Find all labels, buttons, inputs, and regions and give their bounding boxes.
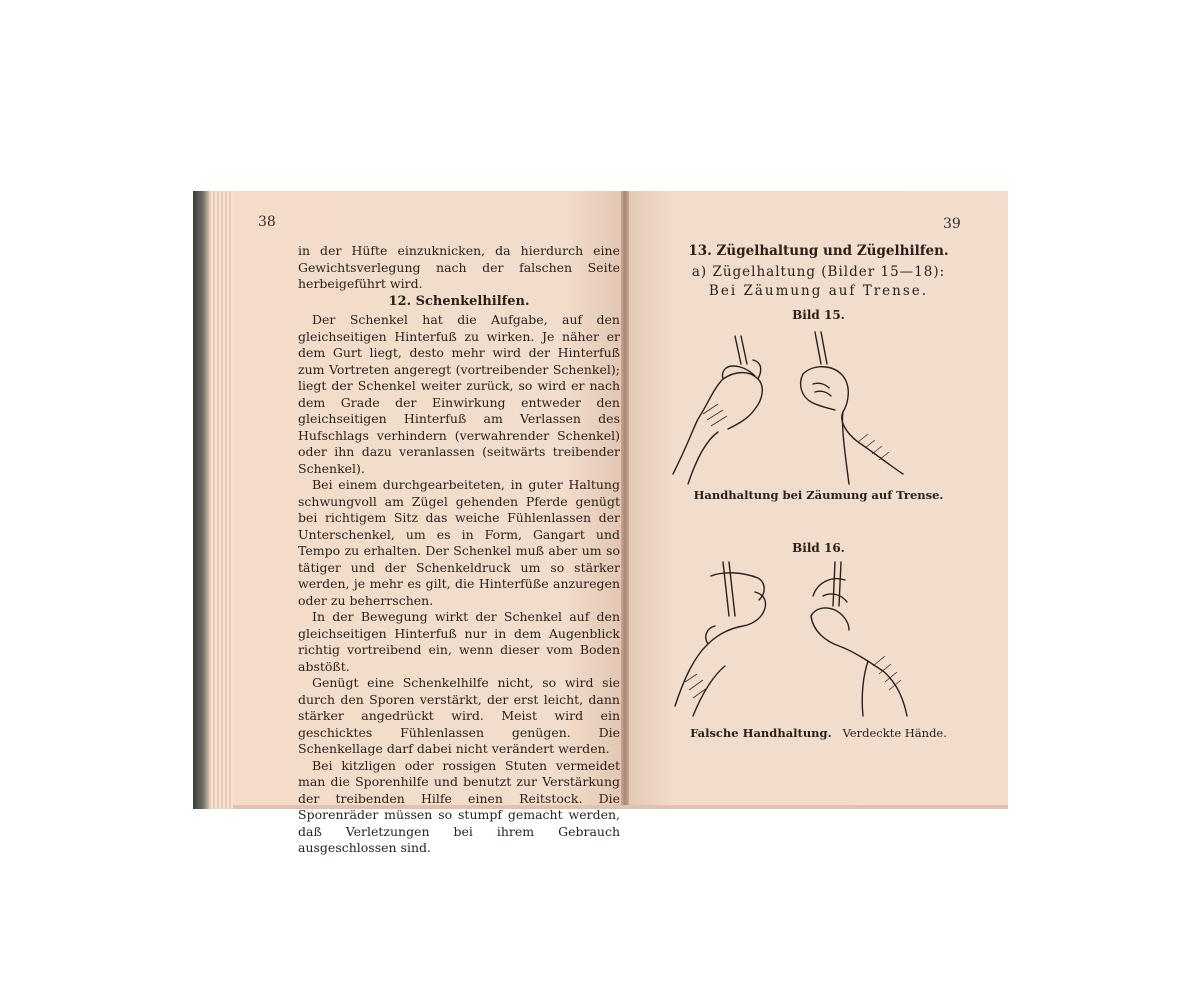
left-page-text bbox=[298, 243, 620, 857]
figure-16-caption-bold: Falsche Handhaltung. bbox=[690, 726, 832, 740]
figure-16-caption bbox=[629, 726, 1008, 740]
figure-15-illustration bbox=[663, 324, 923, 484]
figure-16-caption-normal: Verdeckte Hände. bbox=[842, 726, 947, 740]
paragraph: In der Bewegung wirkt der Schenkel auf den gleichseitigen Hinterfuß nur in dem Augenblick richtig vortreibend ein, wenn dieser vom Boden abstößt. bbox=[298, 609, 620, 674]
paragraph: Genügt eine Schenkelhilfe nicht, so wird sie durch den Sporen verstärkt, der erst leicht, dann stärker angedrückt wird. Meist wird ein geschicktes Fühlenlassen genügen. Die Schenkellage darf dabei nicht verändert werden. bbox=[298, 675, 620, 756]
figure-15-caption: Handhaltung bei Zäumung auf Trense. bbox=[693, 488, 944, 502]
paragraph: Bei einem durchgearbeiteten, in guter Haltung schwungvoll am Zügel gehenden Pferde genügt bei richtigem Sitz das weiche Fühlenlassen der Unterschenkel, um es in Form, Gangart und Tempo zu erhalten. Der Schenkel muß aber um so tätiger und der Schenkeldruck um so stärker werden, je mehr es gilt, die Hinterfüße anzuregen oder zu beherrschen. bbox=[298, 477, 620, 608]
paragraph: Bei kitzligen oder rossigen Stuten vermeidet man die Sporenhilfe und benutzt zur Verstärkung der treibenden Hilfe einen Reitstock. Die Sporenräder müssen so stumpf gemacht werden, daß Verletzungen bei ihrem Gebrauch ausgeschlossen sind. bbox=[298, 757, 620, 855]
subsection-subheading: Bei Zäumung auf Trense. bbox=[708, 283, 929, 299]
book-gutter bbox=[621, 191, 629, 809]
section-heading-schenkelhilfen: 12. Schenkelhilfen. bbox=[388, 293, 530, 309]
paragraph-continued: in der Hüfte einzuknicken, da hierdurch eine Gewichtsverlegung nach der falschen Seite herbeigeführt wird. bbox=[298, 243, 620, 291]
figure-16-label: Bild 16. bbox=[792, 541, 845, 555]
figure-15-label: Bild 15. bbox=[792, 308, 845, 322]
book-edge-shadow bbox=[193, 191, 209, 809]
page-edges bbox=[209, 191, 233, 809]
right-page-number: 39 bbox=[943, 216, 961, 232]
figure-16-illustration bbox=[663, 556, 923, 716]
left-page-number: 38 bbox=[258, 214, 276, 230]
subsection-heading: a) Zügelhaltung (Bilder 15—18): bbox=[691, 264, 946, 280]
section-heading-zuegelhaltung: 13. Zügelhaltung und Zügelhilfen. bbox=[688, 243, 949, 259]
open-book bbox=[193, 191, 1008, 855]
paragraph: Der Schenkel hat die Aufgabe, auf den gleichseitigen Hinterfuß zu wirken. Je näher er dem Gurt liegt, desto mehr wird der Hinterfuß zum Vortreten angeregt (vortreibender Schenkel); liegt der Schenkel weiter zurück, so wird er nach dem Grade der Einwirkung entweder den gleichseitigen Hinterfuß am Verlassen des Hufschlags verhindern (verwahrender Schenkel) oder ihn dazu veranlassen (seitwärts treibender Schenkel). bbox=[298, 312, 620, 476]
